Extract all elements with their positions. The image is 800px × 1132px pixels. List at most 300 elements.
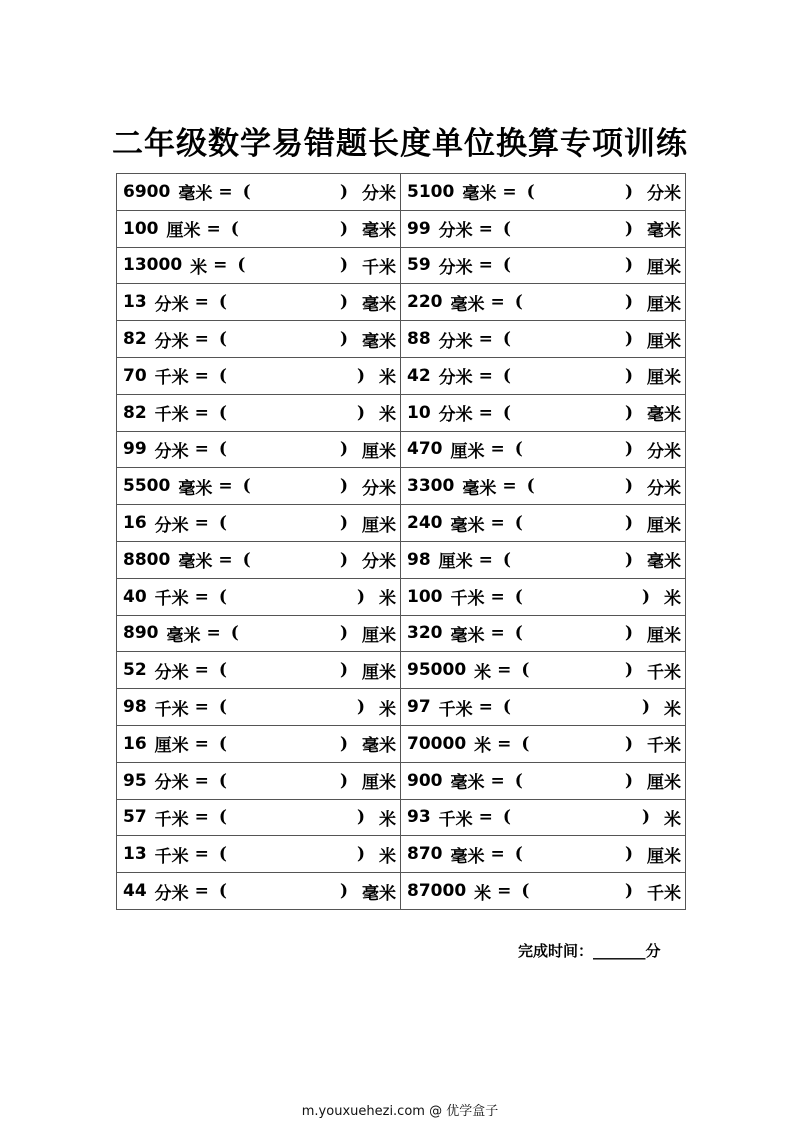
conversion-item bbox=[117, 873, 400, 909]
conversion-item bbox=[401, 726, 685, 762]
given-value: 870 bbox=[407, 844, 443, 865]
conversion-item bbox=[401, 468, 685, 504]
conversion-cell-right bbox=[401, 431, 686, 468]
answer-close-paren: ) bbox=[624, 844, 633, 865]
given-value: 8800 bbox=[123, 549, 171, 570]
from-unit: 毫米 bbox=[450, 625, 485, 646]
to-unit: 米 bbox=[379, 699, 396, 720]
answer-open-paren[interactable]: ( bbox=[521, 660, 530, 681]
equals-sign: = bbox=[497, 660, 512, 681]
answer-open-paren[interactable]: ( bbox=[514, 770, 523, 791]
conversion-item bbox=[117, 836, 400, 872]
conversion-table bbox=[116, 173, 686, 910]
answer-close-paren: ) bbox=[356, 697, 365, 718]
to-unit: 米 bbox=[379, 368, 396, 389]
answer-close-paren: ) bbox=[641, 586, 650, 607]
conversion-item bbox=[401, 505, 685, 541]
answer-open-paren[interactable]: ( bbox=[502, 365, 511, 386]
equals-sign: = bbox=[194, 402, 209, 423]
conversion-cell-left bbox=[117, 210, 401, 247]
answer-close-paren: ) bbox=[624, 255, 633, 276]
conversion-item bbox=[117, 395, 400, 431]
equals-sign: = bbox=[213, 255, 228, 276]
given-value: 95000 bbox=[407, 660, 467, 681]
equals-sign: = bbox=[478, 549, 493, 570]
conversion-cell-right bbox=[401, 541, 686, 578]
to-unit: 厘米 bbox=[647, 368, 681, 389]
equals-sign: = bbox=[490, 844, 505, 865]
given-value: 13 bbox=[123, 292, 147, 313]
conversion-item bbox=[117, 800, 400, 836]
answer-close-paren: ) bbox=[624, 623, 633, 644]
table-row bbox=[117, 394, 686, 431]
from-unit: 分米 bbox=[154, 515, 189, 536]
conversion-cell-left bbox=[117, 799, 401, 836]
to-unit: 分米 bbox=[362, 478, 396, 499]
conversion-cell-right bbox=[401, 836, 686, 873]
table-row bbox=[117, 247, 686, 284]
table-row bbox=[117, 321, 686, 358]
given-value: 16 bbox=[123, 733, 147, 754]
conversion-item bbox=[401, 873, 685, 909]
from-unit: 毫米 bbox=[178, 184, 213, 205]
answer-close-paren: ) bbox=[339, 476, 348, 497]
answer-open-paren[interactable]: ( bbox=[514, 439, 523, 460]
to-unit: 厘米 bbox=[647, 846, 681, 867]
to-unit: 米 bbox=[664, 809, 681, 830]
answer-close-paren: ) bbox=[339, 181, 348, 202]
to-unit: 分米 bbox=[362, 552, 396, 573]
answer-open-paren[interactable]: ( bbox=[218, 733, 227, 754]
table-row bbox=[117, 689, 686, 726]
to-unit: 厘米 bbox=[362, 625, 396, 646]
conversion-rows bbox=[117, 174, 686, 910]
table-row bbox=[117, 836, 686, 873]
conversion-item bbox=[401, 616, 685, 652]
to-unit: 分米 bbox=[647, 184, 681, 205]
conversion-item bbox=[117, 726, 400, 762]
answer-open-paren[interactable]: ( bbox=[502, 218, 511, 239]
from-unit: 千米 bbox=[438, 699, 473, 720]
conversion-cell-left bbox=[117, 394, 401, 431]
equals-sign: = bbox=[478, 255, 493, 276]
answer-open-paren[interactable]: ( bbox=[514, 513, 523, 534]
given-value: 13 bbox=[123, 844, 147, 865]
conversion-cell-right bbox=[401, 468, 686, 505]
footer-watermark: m.youxuehezi.com @ 优学盒子 bbox=[301, 1104, 499, 1119]
table-row bbox=[117, 652, 686, 689]
answer-open-paren[interactable]: ( bbox=[237, 255, 246, 276]
from-unit: 千米 bbox=[154, 368, 189, 389]
given-value: 100 bbox=[123, 218, 159, 239]
answer-close-paren: ) bbox=[624, 476, 633, 497]
conversion-cell-left bbox=[117, 247, 401, 284]
answer-open-paren[interactable]: ( bbox=[218, 660, 227, 681]
table-row bbox=[117, 799, 686, 836]
table-row bbox=[117, 505, 686, 542]
from-unit: 厘米 bbox=[450, 441, 485, 462]
answer-open-paren[interactable]: ( bbox=[521, 733, 530, 754]
equals-sign: = bbox=[497, 881, 512, 902]
to-unit: 米 bbox=[379, 809, 396, 830]
answer-close-paren: ) bbox=[624, 365, 633, 386]
table-row bbox=[117, 174, 686, 211]
from-unit: 千米 bbox=[154, 589, 189, 610]
conversion-cell-right bbox=[401, 174, 686, 211]
answer-open-paren[interactable]: ( bbox=[242, 476, 251, 497]
table-row bbox=[117, 873, 686, 910]
given-value: 44 bbox=[123, 881, 147, 902]
conversion-item bbox=[117, 689, 400, 725]
given-value: 16 bbox=[123, 513, 147, 534]
given-value: 52 bbox=[123, 660, 147, 681]
answer-open-paren[interactable]: ( bbox=[218, 844, 227, 865]
from-unit: 分米 bbox=[438, 257, 473, 278]
from-unit: 厘米 bbox=[438, 552, 473, 573]
from-unit: 千米 bbox=[154, 699, 189, 720]
to-unit: 分米 bbox=[362, 184, 396, 205]
answer-close-paren: ) bbox=[356, 586, 365, 607]
given-value: 87000 bbox=[407, 881, 467, 902]
to-unit: 毫米 bbox=[362, 294, 396, 315]
answer-open-paren[interactable]: ( bbox=[218, 881, 227, 902]
given-value: 10 bbox=[407, 402, 431, 423]
answer-close-paren: ) bbox=[339, 881, 348, 902]
to-unit: 千米 bbox=[647, 662, 681, 683]
conversion-item bbox=[401, 579, 685, 615]
given-value: 100 bbox=[407, 586, 443, 607]
conversion-cell-right bbox=[401, 689, 686, 726]
answer-open-paren[interactable]: ( bbox=[502, 402, 511, 423]
answer-open-paren[interactable]: ( bbox=[218, 770, 227, 791]
conversion-cell-right bbox=[401, 505, 686, 542]
equals-sign: = bbox=[206, 623, 221, 644]
equals-sign: = bbox=[194, 770, 209, 791]
from-unit: 毫米 bbox=[462, 184, 497, 205]
given-value: 6900 bbox=[123, 181, 171, 202]
conversion-item bbox=[117, 579, 400, 615]
equals-sign: = bbox=[206, 218, 221, 239]
equals-sign: = bbox=[194, 733, 209, 754]
conversion-cell-right bbox=[401, 615, 686, 652]
conversion-cell-left bbox=[117, 174, 401, 211]
answer-close-paren: ) bbox=[641, 697, 650, 718]
answer-close-paren: ) bbox=[624, 660, 633, 681]
given-value: 93 bbox=[407, 807, 431, 828]
given-value: 70 bbox=[123, 365, 147, 386]
from-unit: 千米 bbox=[438, 809, 473, 830]
answer-close-paren: ) bbox=[356, 844, 365, 865]
answer-open-paren[interactable]: ( bbox=[242, 549, 251, 570]
given-value: 3300 bbox=[407, 476, 455, 497]
conversion-item bbox=[401, 836, 685, 872]
table-row bbox=[117, 210, 686, 247]
from-unit: 厘米 bbox=[166, 221, 201, 242]
to-unit: 厘米 bbox=[362, 441, 396, 462]
conversion-cell-left bbox=[117, 762, 401, 799]
given-value: 82 bbox=[123, 402, 147, 423]
given-value: 42 bbox=[407, 365, 431, 386]
conversion-item bbox=[401, 358, 685, 394]
conversion-item bbox=[117, 505, 400, 541]
answer-open-paren[interactable]: ( bbox=[218, 439, 227, 460]
to-unit: 厘米 bbox=[362, 662, 396, 683]
answer-close-paren: ) bbox=[624, 733, 633, 754]
conversion-item bbox=[117, 763, 400, 799]
table-row bbox=[117, 357, 686, 394]
equals-sign: = bbox=[218, 181, 233, 202]
equals-sign: = bbox=[497, 733, 512, 754]
answer-close-paren: ) bbox=[624, 549, 633, 570]
given-value: 82 bbox=[123, 329, 147, 350]
completion-time bbox=[518, 940, 661, 961]
equals-sign: = bbox=[194, 807, 209, 828]
given-value: 99 bbox=[407, 218, 431, 239]
answer-close-paren: ) bbox=[624, 329, 633, 350]
answer-open-paren[interactable]: ( bbox=[218, 697, 227, 718]
from-unit: 毫米 bbox=[450, 846, 485, 867]
conversion-item bbox=[401, 689, 685, 725]
answer-open-paren[interactable]: ( bbox=[514, 586, 523, 607]
answer-open-paren[interactable]: ( bbox=[526, 181, 535, 202]
from-unit: 毫米 bbox=[178, 478, 213, 499]
conversion-item bbox=[117, 321, 400, 357]
equals-sign: = bbox=[194, 660, 209, 681]
given-value: 98 bbox=[407, 549, 431, 570]
equals-sign: = bbox=[194, 697, 209, 718]
equals-sign: = bbox=[478, 365, 493, 386]
from-unit: 米 bbox=[474, 736, 492, 757]
table-row bbox=[117, 725, 686, 762]
from-unit: 米 bbox=[190, 257, 208, 278]
equals-sign: = bbox=[478, 218, 493, 239]
conversion-cell-right bbox=[401, 578, 686, 615]
from-unit: 毫米 bbox=[450, 773, 485, 794]
answer-open-paren[interactable]: ( bbox=[521, 881, 530, 902]
given-value: 99 bbox=[123, 439, 147, 460]
answer-close-paren: ) bbox=[624, 439, 633, 460]
table-row bbox=[117, 468, 686, 505]
completion-time-blank[interactable]: _______ bbox=[593, 942, 646, 960]
conversion-cell-left bbox=[117, 652, 401, 689]
given-value: 40 bbox=[123, 586, 147, 607]
given-value: 320 bbox=[407, 623, 443, 644]
equals-sign: = bbox=[194, 513, 209, 534]
to-unit: 厘米 bbox=[647, 331, 681, 352]
equals-sign: = bbox=[490, 292, 505, 313]
conversion-cell-right bbox=[401, 762, 686, 799]
to-unit: 米 bbox=[379, 405, 396, 426]
to-unit: 毫米 bbox=[647, 221, 681, 242]
conversion-cell-left bbox=[117, 321, 401, 358]
conversion-cell-right bbox=[401, 357, 686, 394]
to-unit: 毫米 bbox=[647, 552, 681, 573]
answer-open-paren[interactable]: ( bbox=[502, 329, 511, 350]
from-unit: 毫米 bbox=[450, 515, 485, 536]
conversion-item bbox=[401, 432, 685, 468]
conversion-item bbox=[117, 468, 400, 504]
answer-close-paren: ) bbox=[339, 439, 348, 460]
from-unit: 千米 bbox=[154, 846, 189, 867]
equals-sign: = bbox=[490, 770, 505, 791]
answer-open-paren[interactable]: ( bbox=[218, 513, 227, 534]
equals-sign: = bbox=[194, 365, 209, 386]
conversion-item bbox=[401, 248, 685, 284]
given-value: 95 bbox=[123, 770, 147, 791]
answer-close-paren: ) bbox=[339, 549, 348, 570]
given-value: 97 bbox=[407, 697, 431, 718]
answer-open-paren[interactable]: ( bbox=[514, 844, 523, 865]
given-value: 70000 bbox=[407, 733, 467, 754]
from-unit: 厘米 bbox=[154, 736, 189, 757]
answer-close-paren: ) bbox=[339, 660, 348, 681]
conversion-item bbox=[117, 542, 400, 578]
given-value: 470 bbox=[407, 439, 443, 460]
from-unit: 米 bbox=[474, 883, 492, 904]
answer-open-paren[interactable]: ( bbox=[514, 623, 523, 644]
to-unit: 毫米 bbox=[362, 883, 396, 904]
conversion-item bbox=[401, 321, 685, 357]
conversion-cell-left bbox=[117, 578, 401, 615]
answer-close-paren: ) bbox=[339, 623, 348, 644]
equals-sign: = bbox=[478, 329, 493, 350]
from-unit: 分米 bbox=[154, 883, 189, 904]
from-unit: 分米 bbox=[438, 368, 473, 389]
from-unit: 分米 bbox=[154, 662, 189, 683]
from-unit: 千米 bbox=[450, 589, 485, 610]
conversion-item bbox=[117, 358, 400, 394]
table-row bbox=[117, 762, 686, 799]
to-unit: 厘米 bbox=[647, 257, 681, 278]
given-value: 220 bbox=[407, 292, 443, 313]
equals-sign: = bbox=[490, 586, 505, 607]
to-unit: 厘米 bbox=[362, 515, 396, 536]
from-unit: 分米 bbox=[438, 221, 473, 242]
answer-open-paren[interactable]: ( bbox=[230, 218, 239, 239]
answer-open-paren[interactable]: ( bbox=[526, 476, 535, 497]
conversion-cell-right bbox=[401, 725, 686, 762]
answer-close-paren: ) bbox=[624, 770, 633, 791]
answer-close-paren: ) bbox=[641, 807, 650, 828]
from-unit: 毫米 bbox=[462, 478, 497, 499]
answer-open-paren[interactable]: ( bbox=[502, 807, 511, 828]
answer-close-paren: ) bbox=[339, 292, 348, 313]
answer-open-paren[interactable]: ( bbox=[218, 292, 227, 313]
answer-open-paren[interactable]: ( bbox=[218, 402, 227, 423]
given-value: 5500 bbox=[123, 476, 171, 497]
answer-close-paren: ) bbox=[624, 402, 633, 423]
answer-open-paren[interactable]: ( bbox=[218, 586, 227, 607]
conversion-item bbox=[401, 542, 685, 578]
equals-sign: = bbox=[194, 844, 209, 865]
equals-sign: = bbox=[502, 181, 517, 202]
answer-close-paren: ) bbox=[624, 513, 633, 534]
from-unit: 米 bbox=[474, 662, 492, 683]
given-value: 900 bbox=[407, 770, 443, 791]
answer-close-paren: ) bbox=[624, 218, 633, 239]
given-value: 57 bbox=[123, 807, 147, 828]
conversion-item bbox=[117, 284, 400, 320]
conversion-item bbox=[401, 652, 685, 688]
conversion-cell-left bbox=[117, 505, 401, 542]
answer-open-paren[interactable]: ( bbox=[502, 255, 511, 276]
answer-close-paren: ) bbox=[624, 881, 633, 902]
from-unit: 分米 bbox=[438, 331, 473, 352]
conversion-item bbox=[401, 211, 685, 247]
equals-sign: = bbox=[478, 807, 493, 828]
equals-sign: = bbox=[194, 881, 209, 902]
conversion-cell-left bbox=[117, 725, 401, 762]
answer-close-paren: ) bbox=[356, 402, 365, 423]
answer-open-paren[interactable]: ( bbox=[514, 292, 523, 313]
answer-close-paren: ) bbox=[624, 181, 633, 202]
to-unit: 千米 bbox=[647, 883, 681, 904]
completion-time-label: 完成时间： bbox=[518, 942, 594, 960]
answer-open-paren[interactable]: ( bbox=[218, 365, 227, 386]
from-unit: 毫米 bbox=[178, 552, 213, 573]
from-unit: 分米 bbox=[154, 294, 189, 315]
given-value: 890 bbox=[123, 623, 159, 644]
table-row bbox=[117, 541, 686, 578]
to-unit: 千米 bbox=[362, 257, 396, 278]
to-unit: 厘米 bbox=[647, 773, 681, 794]
answer-open-paren[interactable]: ( bbox=[218, 807, 227, 828]
to-unit: 分米 bbox=[647, 441, 681, 462]
conversion-cell-left bbox=[117, 284, 401, 321]
answer-open-paren[interactable]: ( bbox=[242, 181, 251, 202]
conversion-item bbox=[401, 800, 685, 836]
equals-sign: = bbox=[194, 586, 209, 607]
from-unit: 分米 bbox=[154, 441, 189, 462]
to-unit: 毫米 bbox=[362, 736, 396, 757]
given-value: 240 bbox=[407, 513, 443, 534]
to-unit: 米 bbox=[379, 589, 396, 610]
answer-close-paren: ) bbox=[339, 255, 348, 276]
to-unit: 米 bbox=[664, 699, 681, 720]
table-row bbox=[117, 431, 686, 468]
answer-close-paren: ) bbox=[624, 292, 633, 313]
from-unit: 千米 bbox=[154, 809, 189, 830]
to-unit: 千米 bbox=[647, 736, 681, 757]
conversion-item bbox=[117, 432, 400, 468]
equals-sign: = bbox=[218, 476, 233, 497]
to-unit: 毫米 bbox=[362, 221, 396, 242]
conversion-cell-left bbox=[117, 541, 401, 578]
answer-open-paren[interactable]: ( bbox=[502, 697, 511, 718]
conversion-cell-right bbox=[401, 652, 686, 689]
worksheet-title: 二年级数学易错题长度单位换算专项训练 bbox=[112, 126, 688, 162]
conversion-cell-left bbox=[117, 431, 401, 468]
to-unit: 厘米 bbox=[362, 773, 396, 794]
conversion-cell-left bbox=[117, 836, 401, 873]
answer-open-paren[interactable]: ( bbox=[502, 549, 511, 570]
conversion-cell-left bbox=[117, 615, 401, 652]
to-unit: 米 bbox=[664, 589, 681, 610]
conversion-cell-right bbox=[401, 394, 686, 431]
given-value: 88 bbox=[407, 329, 431, 350]
conversion-item bbox=[117, 248, 400, 284]
table-row bbox=[117, 284, 686, 321]
answer-open-paren[interactable]: ( bbox=[230, 623, 239, 644]
equals-sign: = bbox=[490, 513, 505, 534]
from-unit: 分米 bbox=[438, 405, 473, 426]
answer-close-paren: ) bbox=[356, 365, 365, 386]
answer-open-paren[interactable]: ( bbox=[218, 329, 227, 350]
answer-close-paren: ) bbox=[339, 329, 348, 350]
answer-close-paren: ) bbox=[356, 807, 365, 828]
from-unit: 毫米 bbox=[450, 294, 485, 315]
conversion-cell-left bbox=[117, 689, 401, 726]
